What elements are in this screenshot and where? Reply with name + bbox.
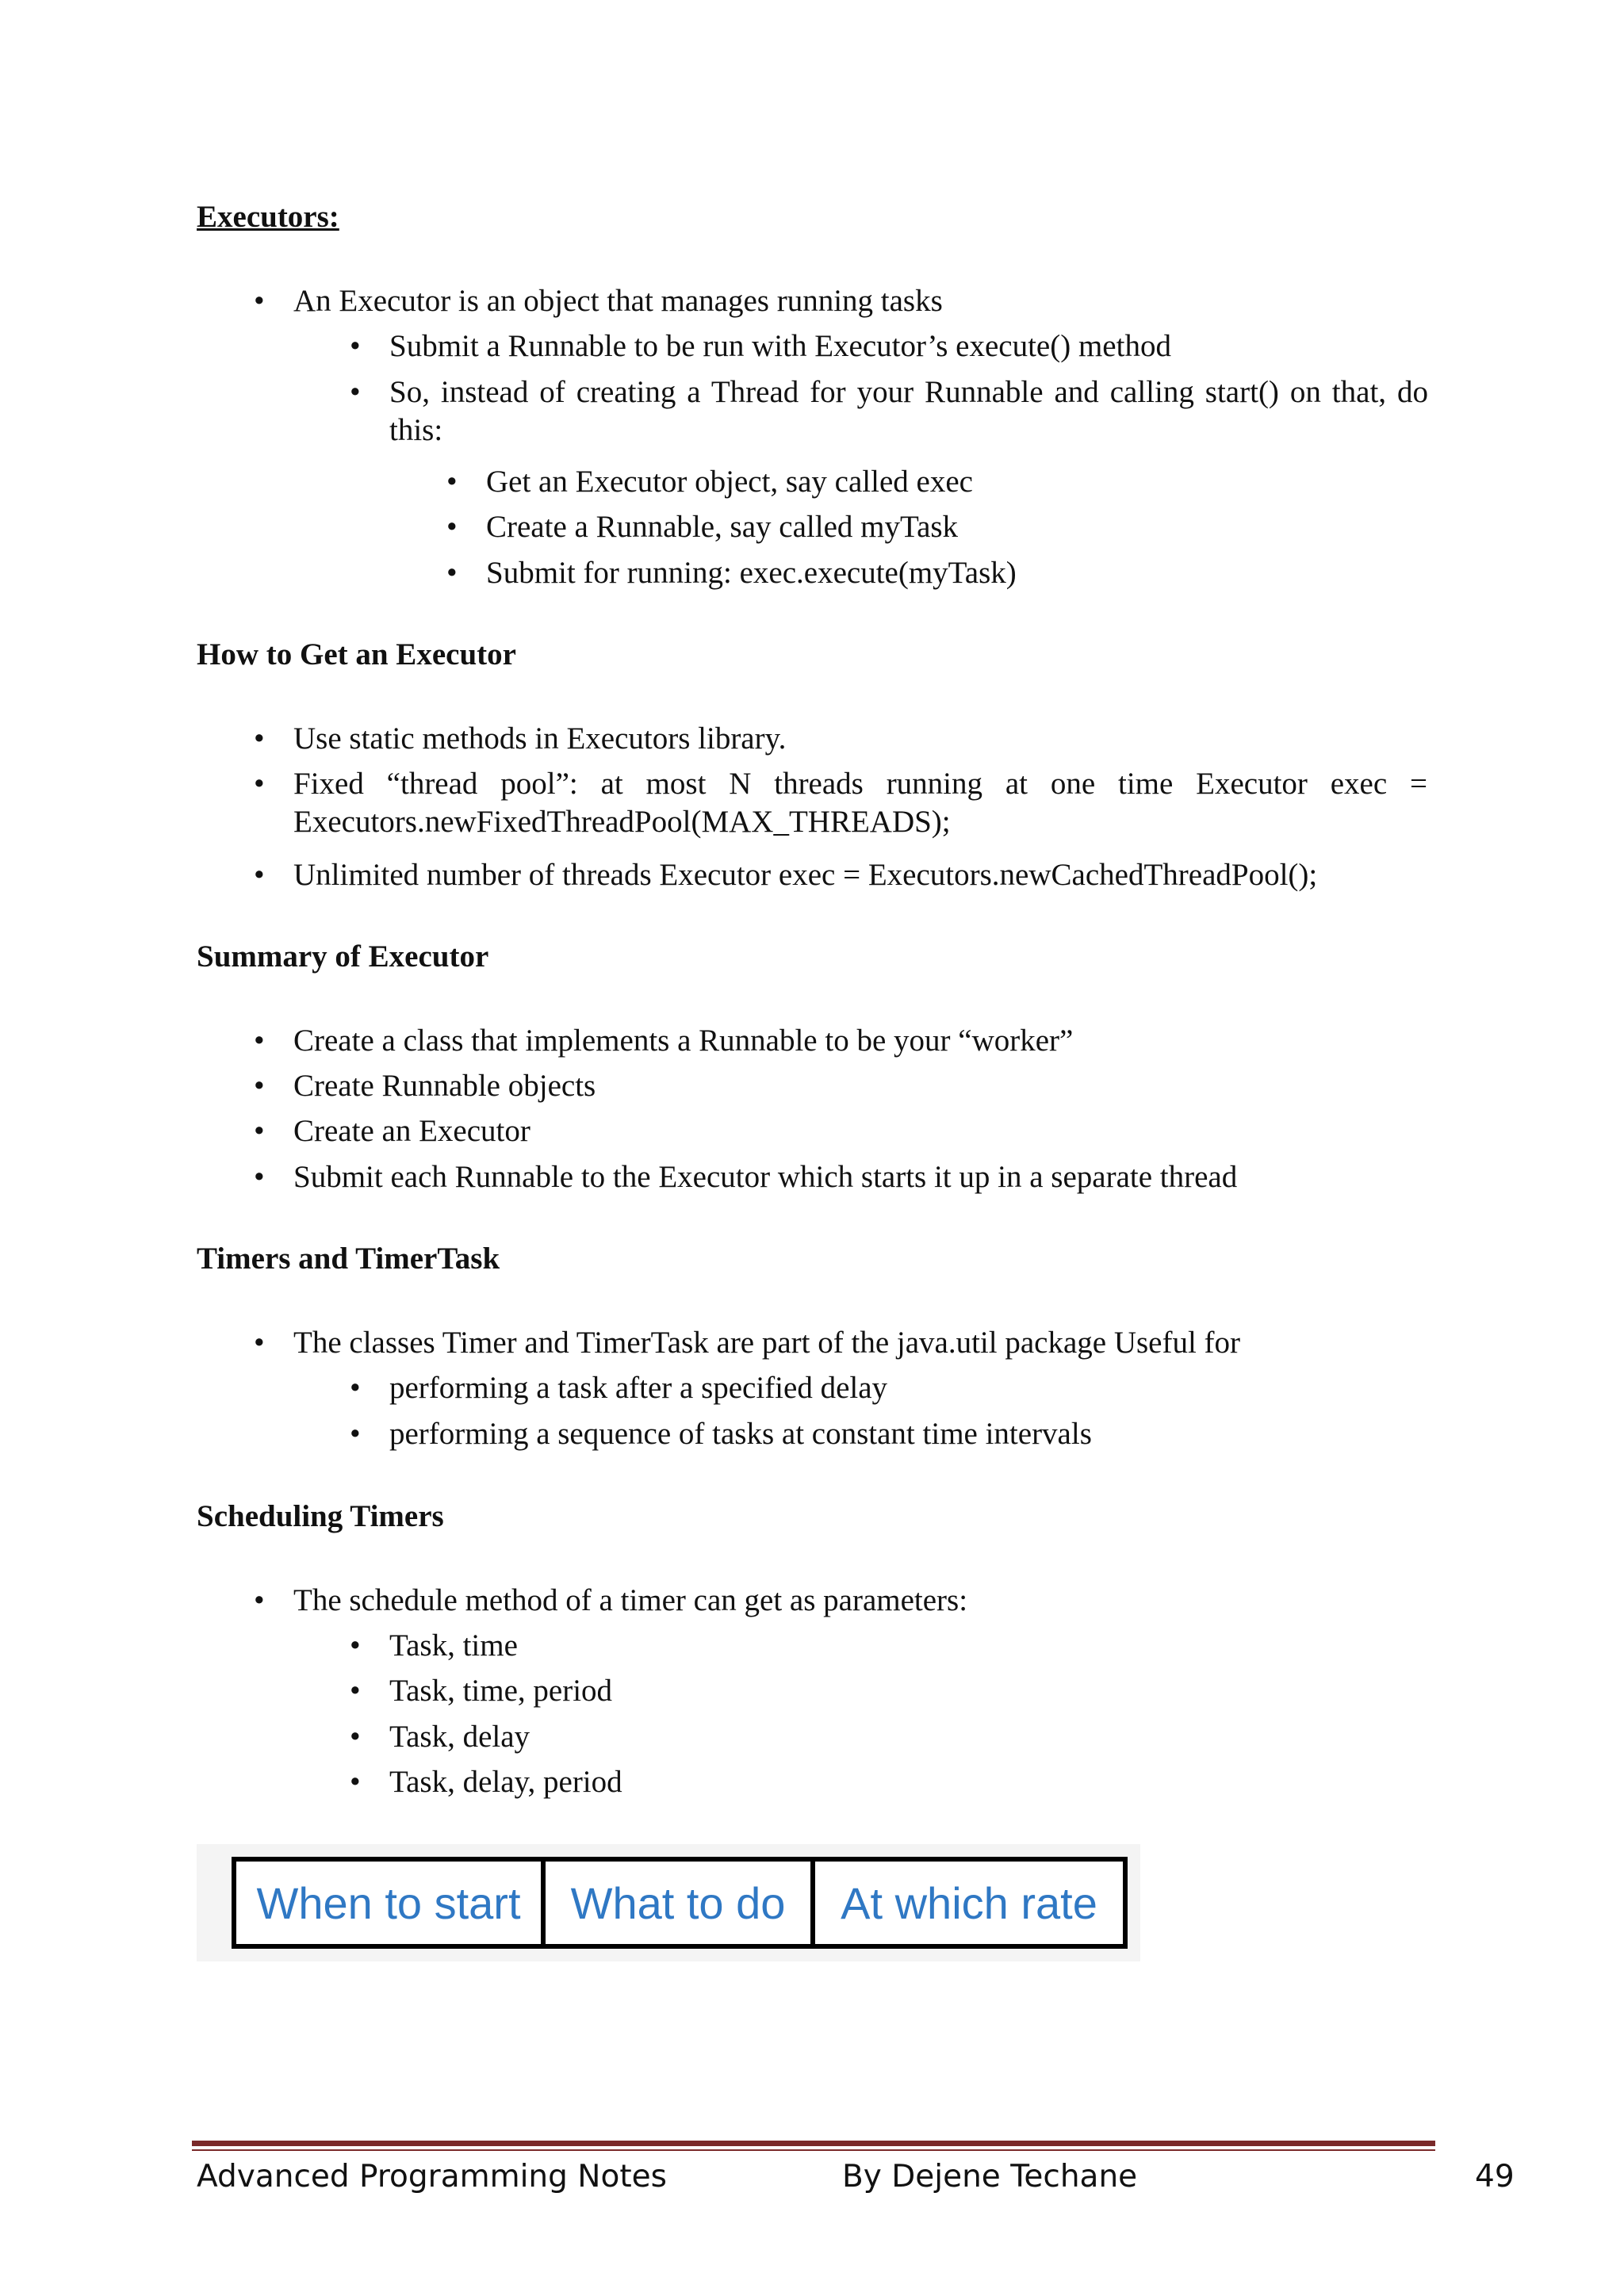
bullet-icon: • — [254, 721, 265, 756]
list-item: • Submit each Runnable to the Executor which starts it up in a separate thread — [293, 1158, 1427, 1196]
footer-rule-thin — [192, 2149, 1435, 2151]
list-item: • Task, time, period — [389, 1672, 1428, 1710]
bullet-icon: • — [446, 465, 458, 499]
list-item: • The classes Timer and TimerTask are part of the java.util package Useful for — [293, 1324, 1427, 1362]
heading-get-executor: How to Get an Executor — [197, 637, 516, 672]
list-item: • performing a sequence of tasks at constant time intervals — [389, 1415, 1428, 1453]
list-item: • Fixed “thread pool”: at most N threads running at one time Executor exec = Executors.newFixedThreadPool(MAX_THREADS); — [254, 767, 1427, 839]
bullet-icon: • — [350, 1628, 361, 1663]
bullet-icon: • — [254, 1583, 265, 1617]
bullet-icon: • — [350, 329, 361, 363]
bullet-icon: • — [350, 1417, 361, 1451]
bullet-icon: • — [254, 767, 265, 801]
bullet-icon: • — [254, 284, 265, 318]
list-item: • Task, time — [389, 1627, 1428, 1665]
list-item: • Create a Runnable, say called myTask — [486, 508, 1430, 546]
bullet-icon: • — [254, 858, 265, 892]
heading-timers: Timers and TimerTask — [197, 1242, 500, 1276]
schedule-parameters-figure — [197, 1844, 1140, 1961]
list-item: • Submit a Runnable to be run with Executor’s execute() method — [389, 327, 1428, 365]
figure-cell-what-to-do: What to do — [541, 1862, 810, 1944]
list-item: • Unlimited number of threads Executor exec = Executors.newCachedThreadPool(); — [293, 856, 1427, 894]
bullet-icon: • — [446, 556, 458, 590]
bullet-icon: • — [350, 1765, 361, 1799]
list-item: • Create an Executor — [293, 1112, 1427, 1150]
list-item: • performing a task after a specified delay — [389, 1369, 1428, 1407]
list-item: • The schedule method of a timer can get as parameters: — [293, 1582, 1427, 1620]
bullet-icon: • — [446, 510, 458, 544]
page-number: 49 — [1475, 2159, 1515, 2195]
heading-summary: Summary of Executor — [197, 939, 489, 974]
bullet-icon: • — [350, 375, 361, 409]
bullet-icon: • — [254, 1160, 265, 1194]
footer-rule — [192, 2141, 1435, 2146]
footer-title: Advanced Programming Notes — [197, 2159, 667, 2195]
schedule-parameters-table — [232, 1857, 1128, 1949]
bullet-icon: • — [350, 1371, 361, 1405]
bullet-icon: • — [254, 1326, 265, 1360]
bullet-icon: • — [350, 1720, 361, 1754]
bullet-icon: • — [254, 1114, 265, 1148]
list-item: • Use static methods in Executors library. — [293, 720, 1427, 758]
list-item: • So, instead of creating a Thread for your Runnable and calling start() on that, do this: — [350, 375, 1428, 447]
bullet-icon: • — [254, 1024, 265, 1058]
bullet-icon: • — [350, 1674, 361, 1708]
figure-cell-at-which-rate: At which rate — [810, 1862, 1123, 1944]
list-item: • An Executor is an object that manages running tasks — [293, 282, 1427, 320]
list-item: • Create a class that implements a Runnable to be your “worker” — [293, 1022, 1427, 1060]
list-item: • Task, delay — [389, 1718, 1428, 1756]
bullet-icon: • — [254, 1069, 265, 1103]
figure-cell-when-to-start: When to start — [256, 1877, 521, 1928]
footer-author: By Dejene Techane — [842, 2159, 1138, 2195]
list-item: • Get an Executor object, say called exec — [486, 463, 1430, 501]
list-item: • Submit for running: exec.execute(myTask) — [486, 554, 1430, 592]
heading-executors: Executors: — [197, 200, 339, 234]
heading-scheduling: Scheduling Timers — [197, 1499, 444, 1533]
list-item: • Task, delay, period — [389, 1763, 1428, 1801]
list-item: • Create Runnable objects — [293, 1067, 1427, 1105]
